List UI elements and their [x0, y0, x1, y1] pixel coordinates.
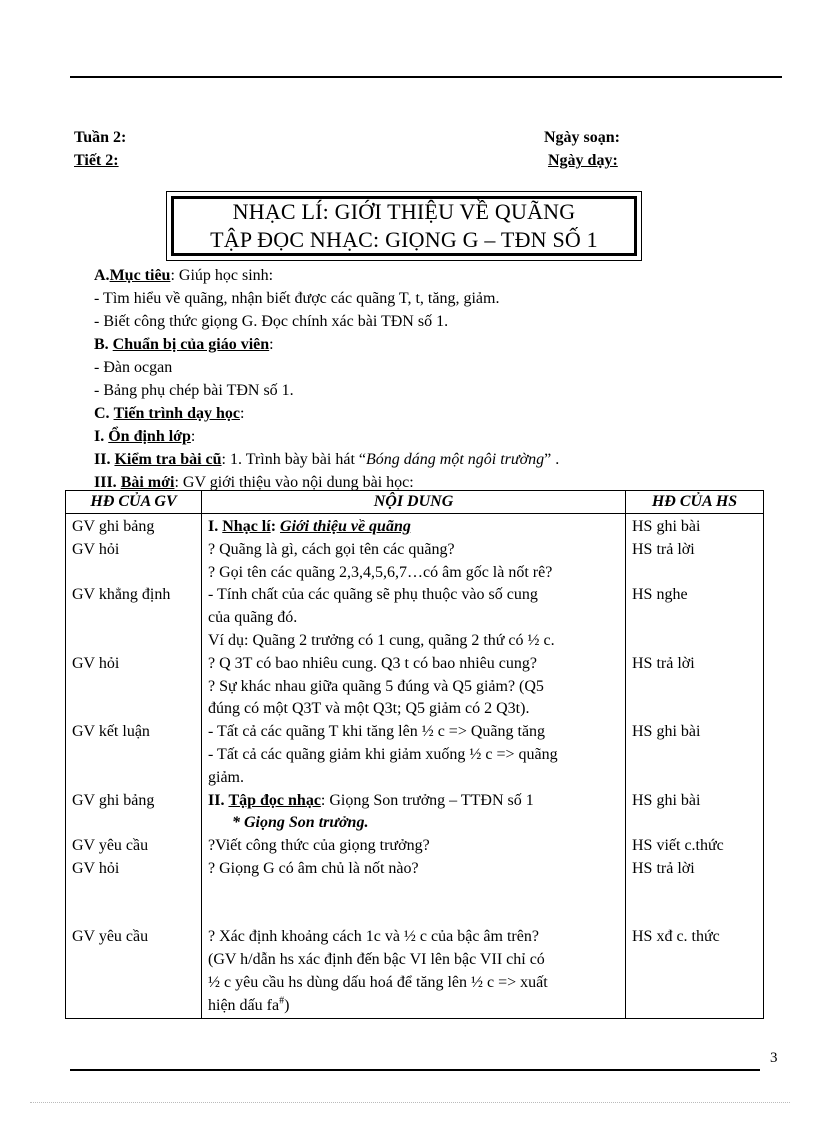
- table-cell: GV hỏi: [72, 540, 120, 558]
- table-cell: GV hỏi: [72, 859, 120, 877]
- section-heading-sight-reading: II. Tập đọc nhạc: Giọng Son trưởng – TTĐN số 1: [208, 791, 534, 809]
- table-cell: HS nghe: [632, 586, 688, 604]
- teacher-activity-column: [66, 514, 202, 1019]
- step-3: III. Bài mới: GV giới thiệu vào nội dung bài học:: [94, 474, 414, 491]
- subheading-g-major: * Giọng Son trưởng.: [232, 814, 369, 832]
- process-heading: C. Tiến trình dạy học:: [94, 405, 245, 422]
- content-line: hiện dấu fa#): [208, 995, 290, 1014]
- table-cell: HS viết c.thức: [632, 837, 724, 855]
- table-cell: GV ghi bảng: [72, 791, 155, 809]
- objectives-heading: A.Mục tiêu: Giúp học sinh:: [94, 267, 274, 284]
- preparation-item: - Đàn ocgan: [94, 359, 173, 376]
- content-line: - Tính chất của các quãng sẽ phụ thuộc vào số cung: [208, 586, 538, 604]
- content-line: ?Viết công thức của giọng trưởng?: [208, 837, 430, 855]
- title-line-1: NHẠC LÍ: GIỚI THIỆU VỀ QUÃNG: [232, 199, 576, 224]
- table-body-row: [66, 514, 764, 1019]
- content-line: (GV h/dẫn hs xác định đến bậc VI lên bậc VII chỉ có: [208, 951, 545, 969]
- table-cell: HS trả lời: [632, 540, 695, 558]
- header-rule: [70, 76, 782, 78]
- period-label: Tiết 2:: [74, 152, 119, 169]
- table-cell: HS ghi bài: [632, 723, 701, 741]
- content-column: [202, 514, 626, 1019]
- title-line-2: TẬP ĐỌC NHẠC: GIỌNG G – TĐN SỐ 1: [210, 227, 598, 252]
- content-line: - Tất cả các quãng giảm khi giảm xuống ½ c => quãng: [208, 745, 558, 763]
- content-line: ½ c yêu cầu hs dùng dấu hoá để tăng lên ½ c => xuất: [208, 973, 548, 991]
- objective-item: - Biết công thức giọng G. Đọc chính xác bài TĐN số 1.: [94, 313, 449, 330]
- table-cell: GV ghi bảng: [72, 518, 155, 535]
- student-activity-column: [626, 514, 764, 1019]
- table-cell: HS ghi bài: [632, 791, 701, 809]
- table-cell: GV yêu cầu: [72, 837, 149, 855]
- page-number: 3: [770, 1050, 778, 1066]
- table-cell: GV khẳng định: [72, 586, 171, 604]
- table-cell: HS xđ c. thức: [632, 928, 720, 946]
- page-edge-divider: [30, 1102, 790, 1103]
- table-cell: HS trả lời: [632, 859, 695, 877]
- table-header-row: [66, 491, 764, 514]
- week-label: Tuần 2:: [74, 129, 127, 146]
- content-line: Ví dụ: Quãng 2 trưởng có 1 cung, quãng 2 thứ có ½ c.: [208, 631, 555, 649]
- preparation-heading: B. Chuẩn bị của giáo viên:: [94, 336, 274, 353]
- content-line: ? Giọng G có âm chủ là nốt nào?: [208, 859, 419, 877]
- content-line: của quãng đó.: [208, 609, 298, 627]
- content-line: ? Q 3T có bao nhiêu cung. Q3 t có bao nhiêu cung?: [208, 654, 537, 672]
- table-cell: GV yêu cầu: [72, 928, 149, 946]
- content-line: ? Xác định khoảng cách 1c và ½ c của bậc âm trên?: [208, 928, 539, 946]
- header-content: NỘI DUNG: [202, 491, 626, 514]
- content-line: giảm.: [208, 768, 244, 786]
- content-line: ? Quãng là gì, cách gọi tên các quãng?: [208, 540, 455, 558]
- objective-item: - Tìm hiểu về quãng, nhận biết được các quãng T, t, tăng, giảm.: [94, 290, 500, 307]
- header-student-activity: HĐ CỦA HS: [626, 491, 764, 514]
- step-2: II. Kiểm tra bài cũ: 1. Trình bày bài hát “Bóng dáng một ngôi trường” .: [94, 451, 560, 468]
- table-cell: HS ghi bài: [632, 518, 701, 535]
- lesson-activity-table: [65, 490, 764, 1019]
- content-line: đúng có một Q3T và một Q3t; Q5 giảm có 2 Q3t).: [208, 700, 530, 718]
- table-cell: GV kết luận: [72, 723, 150, 741]
- section-heading-theory: I. Nhạc lí: Giới thiệu về quãng: [208, 518, 411, 535]
- lesson-intro: [94, 264, 754, 494]
- teach-date-label: Ngày dạy:: [548, 152, 618, 169]
- prep-date-label: Ngày soạn:: [544, 129, 621, 146]
- step-1: I. Ổn định lớp:: [94, 428, 196, 445]
- content-line: ? Gọi tên các quãng 2,3,4,5,6,7…có âm gốc là nốt rê?: [208, 563, 553, 581]
- content-line: - Tất cả các quãng T khi tăng lên ½ c => Quãng tăng: [208, 723, 546, 741]
- table-cell: GV hỏi: [72, 654, 120, 672]
- header-teacher-activity: HĐ CỦA GV: [66, 491, 202, 514]
- preparation-item: - Bảng phụ chép bài TĐN số 1.: [94, 382, 294, 399]
- table-cell: HS trả lời: [632, 654, 695, 672]
- lesson-title-box: [166, 191, 642, 261]
- content-line: ? Sự khác nhau giữa quãng 5 đúng và Q5 giảm? (Q5: [208, 677, 544, 695]
- footer-rule: [70, 1069, 760, 1071]
